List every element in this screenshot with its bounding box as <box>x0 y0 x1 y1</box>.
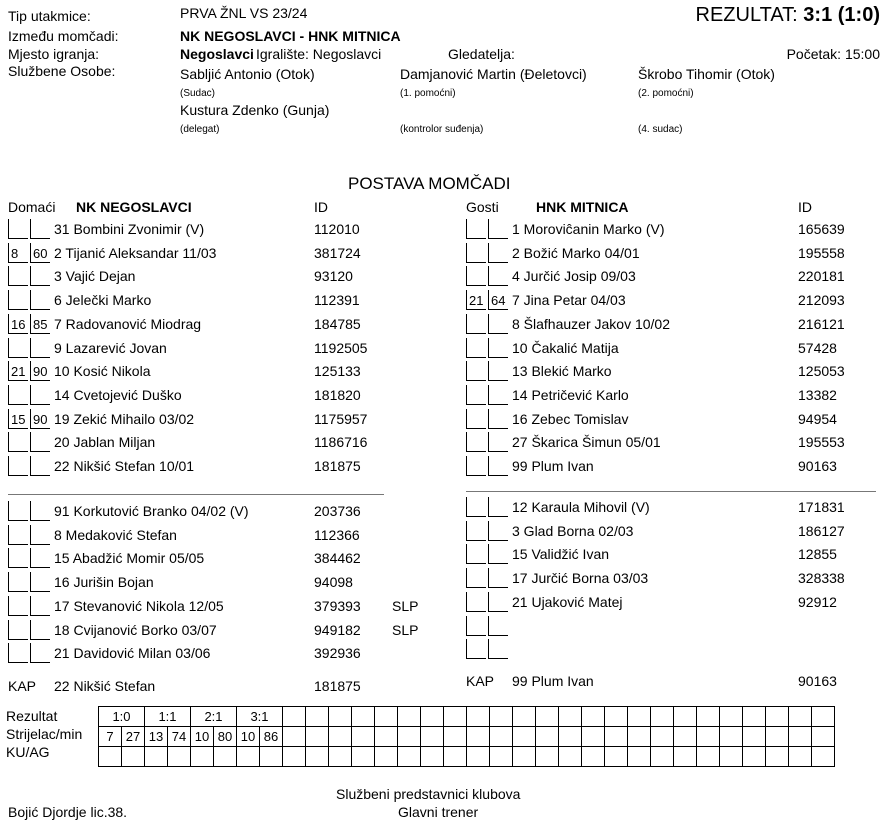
home-player-id: 112366 <box>314 527 360 543</box>
home-subs-in-minute <box>8 620 28 640</box>
stats-cell <box>214 747 237 767</box>
away-player-name: 15 Validžić Ivan <box>512 546 610 562</box>
home-player-id: 181820 <box>314 387 361 403</box>
official-delegate: Kustura Zdenko (Gunja) <box>180 102 330 118</box>
lineup-title: POSTAVA MOMČADI <box>348 174 511 193</box>
home-player-name: 91 Korkutović Branko 04/02 (V) <box>54 503 249 519</box>
stats-scorer-cell <box>628 727 651 747</box>
stats-scorer-cell <box>651 727 674 747</box>
home-starters-out-minute <box>30 290 50 310</box>
away-player-name: 14 Petričević Karlo <box>512 387 629 403</box>
home-team-name: NK NEGOSLAVCI <box>76 199 192 215</box>
home-starters-in-minute <box>8 266 28 286</box>
home-player-name: 15 Abadžić Momir 05/05 <box>54 550 205 566</box>
stats-cell <box>536 707 559 727</box>
away-team-name: HNK MITNICA <box>536 199 629 215</box>
home-subs-out-minute <box>30 501 50 521</box>
away-starters-out-minute <box>488 456 508 476</box>
home-starters-in-minute <box>8 456 28 476</box>
label-osobe: Službene Osobe: <box>8 63 116 79</box>
stats-scorer-cell <box>352 727 375 747</box>
away-player-name: 1 Moroviĉanin Marko (V) <box>512 221 665 237</box>
home-player-name: 31 Bombini Zvonimir (V) <box>54 221 205 237</box>
stats-score: 1:0 <box>99 707 145 727</box>
stats-cell <box>237 747 260 767</box>
away-starters-out-minute <box>488 361 508 381</box>
stats-scorer-cell <box>306 727 329 747</box>
home-player-name: 9 Lazarević Jovan <box>54 340 167 356</box>
stats-cell <box>490 747 513 767</box>
stats-cell <box>444 747 467 767</box>
stats-scorer-cell <box>513 727 536 747</box>
stats-cell <box>329 707 352 727</box>
pitch: Igralište: Negoslavci <box>256 46 382 62</box>
home-player-name: 3 Vajić Dejan <box>54 268 136 284</box>
stats-label-result: Rezultat <box>6 708 58 724</box>
home-player-id: 384462 <box>314 550 361 566</box>
away-starters-out-minute <box>488 432 508 452</box>
away-subs-in-minute <box>466 544 486 564</box>
away-starters-out-minute <box>488 314 508 334</box>
away-starters-in-minute <box>466 314 486 334</box>
home-player-id: 1175957 <box>314 411 368 427</box>
stats-row <box>99 747 835 767</box>
label-izmedju: Između momčadi: <box>8 28 119 44</box>
home-starters-in-minute: 15 <box>8 409 28 429</box>
away-player-id: 12855 <box>798 546 837 562</box>
stats-label-kuag: KU/AG <box>6 744 50 760</box>
home-starters-out-minute: 85 <box>30 314 50 334</box>
away-starters-out-minute <box>488 338 508 358</box>
home-starters-in-minute <box>8 338 28 358</box>
away-starters-out-minute <box>488 266 508 286</box>
stats-cell <box>260 747 283 767</box>
stats-cell <box>720 707 743 727</box>
away-player-id: 13382 <box>798 387 837 403</box>
stats-cell <box>375 747 398 767</box>
stats-cell <box>789 747 812 767</box>
away-player-id: 94954 <box>798 411 837 427</box>
home-starters-in-minute: 16 <box>8 314 28 334</box>
stats-cell <box>766 747 789 767</box>
stats-cell <box>306 747 329 767</box>
stats-scorer-cell <box>789 727 812 747</box>
stats-score: 1:1 <box>145 707 191 727</box>
away-subs-in-minute <box>466 568 486 588</box>
stats-cell <box>352 747 375 767</box>
away-starters-in-minute <box>466 243 486 263</box>
home-starters-in-minute <box>8 432 28 452</box>
stats-cell <box>697 707 720 727</box>
away-player-id: 212093 <box>798 292 845 308</box>
away-player-name: 12 Karaula Mihovil (V) <box>512 499 650 515</box>
stats-scorer-cell: 13 <box>145 727 168 747</box>
stats-cell <box>283 707 306 727</box>
stats-cell <box>398 747 421 767</box>
away-player-id: 171831 <box>798 499 845 515</box>
home-captain-label: KAP <box>8 678 37 694</box>
home-starters-out-minute <box>30 338 50 358</box>
stats-scorer-cell <box>375 727 398 747</box>
stats-score: 3:1 <box>237 707 283 727</box>
stats-cell <box>444 707 467 727</box>
away-id-header: ID <box>798 199 812 215</box>
home-player-note: SLP <box>392 598 419 614</box>
away-subs-out-minute <box>488 616 508 636</box>
home-subs-out-minute <box>30 643 50 663</box>
home-starters-in-minute: 8 <box>8 243 28 263</box>
venue: Negoslavci <box>180 46 254 62</box>
stats-cell <box>168 747 191 767</box>
stats-cell <box>812 747 835 767</box>
stats-scorer-cell <box>490 727 513 747</box>
home-starters-out-minute: 90 <box>30 409 50 429</box>
away-player-name: 7 Jina Petar 04/03 <box>512 292 626 308</box>
footer-representatives: Službeni predstavnici klubova <box>336 786 521 802</box>
official-assistant-1: Damjanović Martin (Đeletovci) <box>400 66 587 82</box>
away-starters-in-minute <box>466 266 486 286</box>
home-player-name: 14 Cvetojević Duško <box>54 387 182 403</box>
home-starters-out-minute <box>30 456 50 476</box>
home-player-id: 184785 <box>314 316 361 332</box>
away-starters-out-minute <box>488 409 508 429</box>
stats-cell <box>283 747 306 767</box>
stats-cell <box>559 747 582 767</box>
away-subs-in-minute <box>466 616 486 636</box>
stats-scorer-cell <box>283 727 306 747</box>
away-player-id: 328338 <box>798 570 845 586</box>
home-subs-out-minute <box>30 525 50 545</box>
home-player-id: 94098 <box>314 574 353 590</box>
home-player-name: 19 Zekić Mihailo 03/02 <box>54 411 195 427</box>
home-player-id: 112391 <box>314 292 360 308</box>
stats-scorer-cell <box>329 727 352 747</box>
home-player-name: 16 Jurišin Bojan <box>54 574 154 590</box>
stats-cell <box>789 707 812 727</box>
stats-cell <box>329 747 352 767</box>
home-player-name: 2 Tijanić Aleksandar 11/03 <box>54 245 217 261</box>
home-starters-out-minute <box>30 432 50 452</box>
stats-cell <box>352 707 375 727</box>
home-player-id: 125133 <box>314 363 361 379</box>
away-subs-out-minute <box>488 639 508 659</box>
away-subs-in-minute <box>466 639 486 659</box>
stats-cell <box>812 707 835 727</box>
home-player-id: 203736 <box>314 503 361 519</box>
stats-scorer-cell: 27 <box>122 727 145 747</box>
home-label: Domaći <box>8 199 56 215</box>
stats-scorer-cell <box>421 727 444 747</box>
away-starters-out-minute <box>488 243 508 263</box>
kickoff: Početak: 15:00 <box>786 46 880 62</box>
stats-scorer-cell <box>743 727 766 747</box>
stats-cell <box>398 707 421 727</box>
away-starters-in-minute <box>466 219 486 239</box>
home-player-id: 93120 <box>314 268 353 284</box>
match-type: PRVA ŽNL VS 23/24 <box>180 5 308 21</box>
home-player-id: 949182 <box>314 622 361 638</box>
home-player-id: 1186716 <box>314 434 368 450</box>
stats-cell <box>122 747 145 767</box>
stats-cell <box>421 707 444 727</box>
stats-cell <box>743 747 766 767</box>
away-player-name: 16 Zebec Tomislav <box>512 411 629 427</box>
home-starters-in-minute: 21 <box>8 361 28 381</box>
away-player-name: 99 Plum Ivan <box>512 458 594 474</box>
stats-cell <box>559 707 582 727</box>
stats-scorer-cell <box>444 727 467 747</box>
away-player-id: 195558 <box>798 245 845 261</box>
stats-scorer-cell <box>674 727 697 747</box>
home-starters-out-minute <box>30 219 50 239</box>
home-subs-in-minute <box>8 596 28 616</box>
stats-score: 2:1 <box>191 707 237 727</box>
away-player-name: 3 Glad Borna 02/03 <box>512 523 634 539</box>
home-starters-out-minute: 90 <box>30 361 50 381</box>
stats-cell <box>375 707 398 727</box>
home-captain-id: 181875 <box>314 678 361 694</box>
home-subs-out-minute <box>30 620 50 640</box>
stats-cell <box>513 707 536 727</box>
home-coach: Bojić Djordje lic.38. <box>8 804 128 820</box>
home-player-name: 22 Nikšić Stefan 10/01 <box>54 458 195 474</box>
home-captain: 22 Nikšić Stefan <box>54 678 156 694</box>
home-starters-out-minute <box>30 385 50 405</box>
away-player-id: 92912 <box>798 594 837 610</box>
stats-cell <box>513 747 536 767</box>
stats-cell <box>651 707 674 727</box>
official-controller-role: (kontrolor suđenja) <box>400 124 484 135</box>
home-player-name: 8 Medaković Stefan <box>54 527 177 543</box>
stats-cell <box>421 747 444 767</box>
away-starters-out-minute <box>488 385 508 405</box>
home-subs-divider <box>8 494 384 495</box>
stats-cell <box>605 707 628 727</box>
away-player-name: 2 Božić Marko 04/01 <box>512 245 640 261</box>
home-player-id: 392936 <box>314 645 361 661</box>
home-starters-out-minute: 60 <box>30 243 50 263</box>
match-teams: NK NEGOSLAVCI - HNK MITNICA <box>180 28 401 44</box>
home-player-name: 10 Kosić Nikola <box>54 363 151 379</box>
label-tip: Tip utakmice: <box>8 8 91 24</box>
home-subs-in-minute <box>8 525 28 545</box>
away-starters-in-minute: 21 <box>466 290 486 310</box>
away-subs-out-minute <box>488 544 508 564</box>
stats-row <box>99 727 835 747</box>
away-starters-in-minute <box>466 338 486 358</box>
official-fourth-role: (4. sudac) <box>638 124 683 135</box>
away-player-id: 195553 <box>798 434 845 450</box>
away-subs-out-minute <box>488 592 508 612</box>
away-player-id: 165639 <box>798 221 845 237</box>
stats-cell <box>191 747 214 767</box>
home-subs-in-minute <box>8 548 28 568</box>
home-player-note: SLP <box>392 622 419 638</box>
stats-cell <box>467 707 490 727</box>
away-subs-out-minute <box>488 521 508 541</box>
away-starters-in-minute <box>466 409 486 429</box>
stats-cell <box>674 707 697 727</box>
home-player-name: 21 Davidović Milan 03/06 <box>54 645 211 661</box>
official-assistant-2: Škrobo Tihomir (Otok) <box>638 66 775 82</box>
home-player-id: 379393 <box>314 598 361 614</box>
stats-label-scorer: Strijelac/min <box>6 726 83 742</box>
away-label: Gosti <box>466 199 499 215</box>
away-player-name: 10 Čakalić Matija <box>512 340 619 356</box>
away-starters-in-minute <box>466 385 486 405</box>
home-starters-out-minute <box>30 266 50 286</box>
away-subs-in-minute <box>466 592 486 612</box>
away-player-id: 216121 <box>798 316 845 332</box>
away-player-name: 13 Blekić Marko <box>512 363 612 379</box>
stats-cell <box>628 747 651 767</box>
stats-scorer-cell: 7 <box>99 727 122 747</box>
stats-scorer-cell <box>720 727 743 747</box>
home-player-name: 20 Jablan Miljan <box>54 434 156 450</box>
home-player-id: 112010 <box>314 221 360 237</box>
stats-cell <box>490 707 513 727</box>
away-player-id: 220181 <box>798 268 845 284</box>
attendance: Gledatelja: <box>448 46 515 62</box>
away-captain-label: KAP <box>466 673 495 689</box>
home-id-header: ID <box>314 199 328 215</box>
stats-scorer-cell: 10 <box>191 727 214 747</box>
home-subs-in-minute <box>8 572 28 592</box>
home-player-id: 181875 <box>314 458 361 474</box>
stats-scorer-cell <box>536 727 559 747</box>
home-subs-out-minute <box>30 596 50 616</box>
away-captain-id: 90163 <box>798 673 837 689</box>
stats-cell <box>628 707 651 727</box>
label-mjesto: Mjesto igranja: <box>8 46 100 62</box>
away-player-name: 21 Ujaković Matej <box>512 594 623 610</box>
stats-scorer-cell <box>605 727 628 747</box>
away-subs-out-minute <box>488 568 508 588</box>
away-player-id: 57428 <box>798 340 837 356</box>
home-player-id: 381724 <box>314 245 361 261</box>
home-subs-out-minute <box>30 548 50 568</box>
home-subs-in-minute <box>8 643 28 663</box>
stats-cell <box>720 747 743 767</box>
home-starters-in-minute <box>8 219 28 239</box>
stats-cell <box>99 747 122 767</box>
stats-scorer-cell <box>582 727 605 747</box>
stats-scorer-cell <box>697 727 720 747</box>
stats-scorer-cell <box>559 727 582 747</box>
stats-scorer-cell <box>766 727 789 747</box>
home-subs-in-minute <box>8 501 28 521</box>
away-player-name: 8 Šlafhauzer Jakov 10/02 <box>512 316 670 332</box>
away-player-id: 125053 <box>798 363 845 379</box>
away-player-name: 4 Jurčić Josip 09/03 <box>512 268 636 284</box>
stats-cell <box>467 747 490 767</box>
stats-cell <box>605 747 628 767</box>
home-subs-out-minute <box>30 572 50 592</box>
home-starters-in-minute <box>8 385 28 405</box>
stats-cell <box>743 707 766 727</box>
stats-scorer-cell: 86 <box>260 727 283 747</box>
stats-scorer-cell: 80 <box>214 727 237 747</box>
stats-scorer-cell <box>812 727 835 747</box>
away-subs-divider <box>466 491 876 492</box>
stats-cell <box>582 707 605 727</box>
away-player-id: 186127 <box>798 523 845 539</box>
stats-cell <box>651 747 674 767</box>
home-player-id: 1192505 <box>314 340 368 356</box>
result-value: 3:1 (1:0) <box>803 4 880 26</box>
away-starters-out-minute <box>488 219 508 239</box>
away-subs-out-minute <box>488 497 508 517</box>
away-subs-in-minute <box>466 521 486 541</box>
stats-scorer-cell <box>398 727 421 747</box>
away-starters-out-minute: 64 <box>488 290 508 310</box>
footer-coach-label: Glavni trener <box>398 804 479 820</box>
away-player-name: 27 Škarica Šimun 05/01 <box>512 434 661 450</box>
home-player-name: 17 Stevanović Nikola 12/05 <box>54 598 224 614</box>
home-player-name: 7 Radovanović Miodrag <box>54 316 202 332</box>
stats-row <box>99 707 835 727</box>
stats-cell <box>697 747 720 767</box>
official-delegate-role: (delegat) <box>180 124 220 135</box>
home-player-name: 18 Cvijanović Borko 03/07 <box>54 622 217 638</box>
stats-cell <box>674 747 697 767</box>
away-player-name: 17 Jurčić Borna 03/03 <box>512 570 649 586</box>
away-starters-in-minute <box>466 456 486 476</box>
stats-cell <box>536 747 559 767</box>
stats-grid <box>98 706 835 767</box>
official-referee-role: (Sudac) <box>180 88 216 99</box>
official-assistant-2-role: (2. pomoćni) <box>638 88 694 99</box>
stats-scorer-cell: 10 <box>237 727 260 747</box>
away-starters-in-minute <box>466 361 486 381</box>
stats-cell <box>582 747 605 767</box>
away-captain: 99 Plum Ivan <box>512 673 594 689</box>
stats-cell <box>766 707 789 727</box>
away-starters-in-minute <box>466 432 486 452</box>
away-player-id: 90163 <box>798 458 837 474</box>
result <box>696 4 881 27</box>
stats-cell <box>306 707 329 727</box>
stats-scorer-cell <box>467 727 490 747</box>
stats-cell <box>145 747 168 767</box>
result-label: REZULTAT: <box>695 4 798 26</box>
home-player-name: 6 Jelečki Marko <box>54 292 152 308</box>
official-referee: Sabljić Antonio (Otok) <box>180 66 315 82</box>
home-starters-in-minute <box>8 290 28 310</box>
away-subs-in-minute <box>466 497 486 517</box>
stats-scorer-cell: 74 <box>168 727 191 747</box>
official-assistant-1-role: (1. pomoćni) <box>400 88 456 99</box>
